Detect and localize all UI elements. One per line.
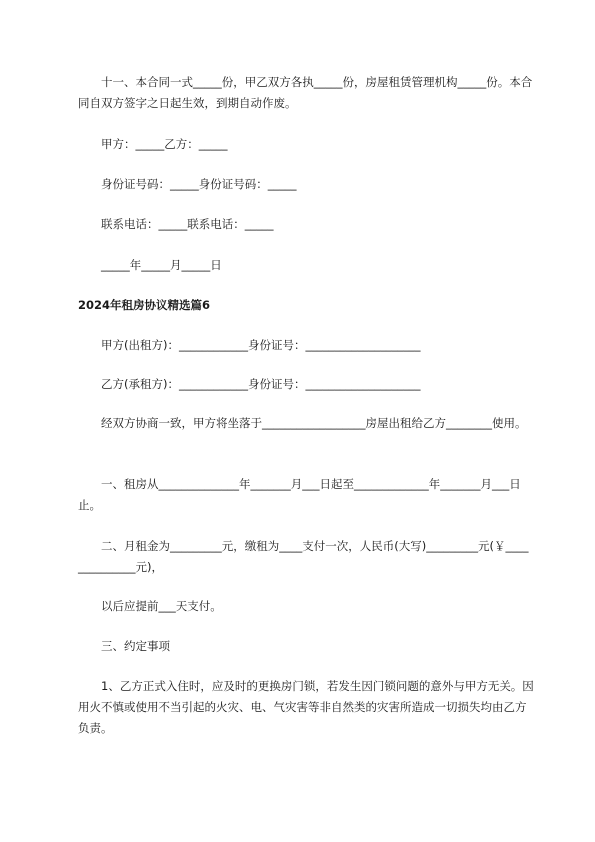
clause-eleven-copies: 十一、本合同一式_____份，甲乙双方各执_____份，房屋租赁管理机构_____份。本合同自双方签字之日起生效，到期自动作废。 — [78, 75, 533, 110]
lease-term-paragraph: 一、租房从______________年_______月___日起至_____________年_______月___日止。 — [78, 477, 521, 512]
phone-number-line: 联系电话：_____联系电话：_____ — [101, 217, 274, 231]
property-location-paragraph: 经双方协商一致，甲方将坐落于__________________房屋出租给乙方________使用。 — [101, 416, 527, 430]
date-line: _____年_____月_____日 — [101, 258, 222, 272]
rent-paragraph: 二、月租金为_________元，缴租为____支付一次，人民币(大写)_________元(￥______________元)， — [78, 539, 529, 574]
agreed-item-one: 1、乙方正式入住时，应及时的更换房门锁，若发生因门锁问题的意外与甲方无关。因用火不慎或使用不当引起的火灾、电、气灾害等非自然类的灾害所造成一切损失均由乙方负责。 — [78, 679, 534, 735]
lessor-line: 甲方(出租方)：____________身份证号：____________________ — [101, 338, 421, 352]
section-heading: 2024年租房协议精选篇6 — [78, 298, 211, 312]
advance-payment-line: 以后应提前___天支付。 — [101, 599, 222, 613]
id-number-line: 身份证号码：_____身份证号码：_____ — [101, 177, 297, 191]
lessee-line: 乙方(承租方)：____________身份证号：____________________ — [101, 377, 421, 391]
agreed-items-heading: 三、约定事项 — [101, 639, 170, 653]
party-a-b-signature-line: 甲方：_____乙方：_____ — [101, 137, 228, 151]
